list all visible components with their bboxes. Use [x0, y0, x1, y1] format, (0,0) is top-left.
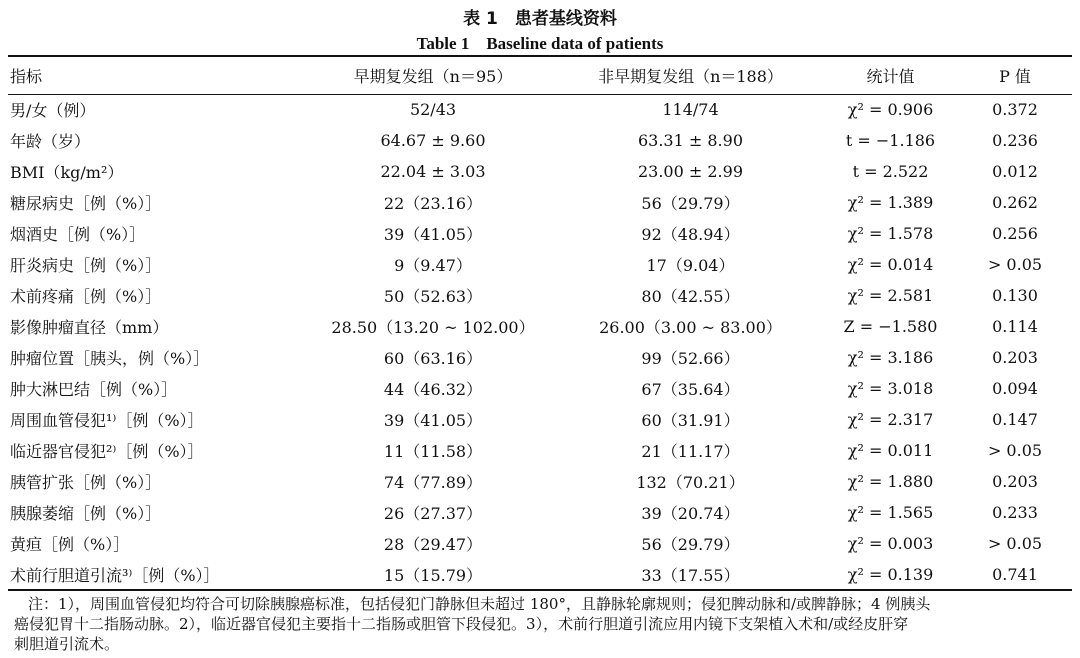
statistic-value: t = 2.522	[852, 162, 929, 181]
footnote-line: 癌侵犯胃十二指肠动脉。2），临近器官侵犯主要指十二指肠或胆管下段侵犯。3），术前行胆道引流应用内镜下支架植入术和/或经皮肝穿	[14, 615, 909, 633]
early-recurrence-value: 74（77.89）	[383, 473, 483, 492]
early-recurrence-value: 22（23.16）	[383, 194, 483, 213]
table-row	[8, 249, 1072, 280]
early-recurrence-value: 39（41.05）	[383, 411, 483, 430]
table-row	[8, 466, 1072, 497]
p-value: 0.203	[992, 472, 1038, 491]
header-non-early-recurrence: 非早期复发组（n＝188）	[598, 67, 783, 86]
statistic-value: χ² = 0.003	[847, 534, 934, 553]
early-recurrence-value: 9（9.47）	[394, 256, 472, 275]
table-row	[8, 187, 1072, 218]
p-value: 0.094	[992, 379, 1038, 398]
table-row	[8, 94, 1072, 125]
row-indicator: 术前疼痛［例（%）］	[10, 287, 162, 306]
early-recurrence-value: 28.50（13.20 ~ 102.00）	[331, 318, 535, 337]
table-row	[8, 497, 1072, 528]
row-indicator: 年龄（岁）	[10, 132, 91, 151]
table-row	[8, 435, 1072, 466]
non-early-recurrence-value: 17（9.04）	[646, 256, 735, 275]
row-indicator: 术前行胆道引流³⁾［例（%）］	[10, 566, 220, 585]
p-value: > 0.05	[987, 441, 1043, 460]
header-statistic: 统计值	[866, 67, 915, 86]
non-early-recurrence-value: 80（42.55）	[641, 287, 740, 306]
table-row	[8, 373, 1072, 404]
footnote-line: 刺胆道引流术。	[14, 635, 120, 653]
row-indicator: BMI（kg/m²）	[10, 163, 124, 182]
statistic-value: χ² = 2.317	[847, 410, 934, 429]
statistic-value: χ² = 3.186	[847, 348, 934, 367]
header-indicator: 指标	[10, 67, 43, 86]
table-title-english: Table 1 Baseline data of patients	[416, 34, 664, 53]
table-row	[8, 342, 1072, 373]
row-indicator: 烟酒史［例（%）］	[10, 225, 146, 244]
p-value: 0.147	[992, 410, 1038, 429]
header-p-value: P 值	[999, 67, 1031, 86]
early-recurrence-value: 26（27.37）	[383, 504, 483, 523]
table-row	[8, 404, 1072, 435]
non-early-recurrence-value: 63.31 ± 8.90	[637, 131, 743, 150]
table-row	[8, 156, 1072, 187]
early-recurrence-value: 60（63.16）	[383, 349, 483, 368]
row-indicator: 胰腺萎缩［例（%）］	[10, 504, 162, 523]
non-early-recurrence-value: 56（29.79）	[641, 194, 740, 213]
table-row	[8, 280, 1072, 311]
table-row	[8, 218, 1072, 249]
row-indicator: 黄疸［例（%）］	[10, 535, 130, 554]
statistic-value: χ² = 1.389	[847, 193, 934, 212]
table-row	[8, 528, 1072, 559]
table-title-chinese: 表 1 患者基线资料	[463, 9, 617, 29]
non-early-recurrence-value: 33（17.55）	[641, 566, 740, 585]
p-value: 0.203	[992, 348, 1038, 367]
header-early-recurrence: 早期复发组（n＝95）	[353, 67, 513, 86]
statistic-value: χ² = 0.906	[847, 100, 934, 119]
non-early-recurrence-value: 114/74	[662, 100, 719, 119]
early-recurrence-value: 64.67 ± 9.60	[380, 131, 486, 150]
footnote-line: 注：1），周围血管侵犯均符合可切除胰腺癌标准，包括侵犯门静脉但未超过 180°，且静脉轮廓规则；侵犯脾动脉和/或脾静脉；4 例胰头	[28, 595, 931, 613]
statistic-value: χ² = 0.014	[847, 255, 934, 274]
early-recurrence-value: 39（41.05）	[383, 225, 483, 244]
statistic-value: χ² = 0.011	[847, 441, 934, 460]
statistic-value: χ² = 0.139	[847, 565, 934, 584]
p-value: > 0.05	[987, 255, 1043, 274]
p-value: 0.233	[992, 503, 1038, 522]
p-value: 0.236	[992, 131, 1038, 150]
row-indicator: 糖尿病史［例（%）］	[10, 194, 162, 213]
statistic-value: t = −1.186	[845, 131, 936, 150]
table-row	[8, 125, 1072, 156]
p-value: 0.741	[992, 565, 1038, 584]
non-early-recurrence-value: 23.00 ± 2.99	[637, 162, 743, 181]
statistic-value: χ² = 1.578	[847, 224, 934, 243]
table-row	[8, 311, 1072, 342]
p-value: 0.012	[992, 162, 1038, 181]
statistic-value: χ² = 2.581	[847, 286, 934, 305]
non-early-recurrence-value: 92（48.94）	[641, 225, 740, 244]
statistic-value: Z = −1.580	[843, 317, 938, 336]
table-row	[8, 559, 1072, 590]
row-indicator: 肝炎病史［例（%）］	[10, 256, 162, 275]
early-recurrence-value: 22.04 ± 3.03	[380, 162, 486, 181]
non-early-recurrence-value: 21（11.17）	[641, 442, 740, 461]
p-value: 0.372	[992, 100, 1038, 119]
early-recurrence-value: 15（15.79）	[383, 566, 483, 585]
statistic-value: χ² = 1.880	[847, 472, 934, 491]
early-recurrence-value: 28（29.47）	[383, 535, 483, 554]
baseline-data-table	[8, 57, 1072, 590]
non-early-recurrence-value: 132（70.21）	[636, 473, 745, 492]
early-recurrence-value: 11（11.58）	[383, 442, 483, 461]
p-value: 0.130	[992, 286, 1038, 305]
non-early-recurrence-value: 26.00（3.00 ~ 83.00）	[599, 318, 782, 337]
row-indicator: 临近器官侵犯²⁾［例（%）］	[10, 442, 204, 461]
row-indicator: 胰管扩张［例（%）］	[10, 473, 162, 492]
row-indicator: 男/女（例）	[10, 101, 96, 120]
table-body	[8, 94, 1072, 590]
row-indicator: 影像肿瘤直径（mm）	[10, 318, 169, 337]
p-value: 0.114	[992, 317, 1038, 336]
statistic-value: χ² = 1.565	[847, 503, 934, 522]
statistic-value: χ² = 3.018	[847, 379, 934, 398]
table-footnote	[14, 594, 1074, 654]
row-indicator: 周围血管侵犯¹⁾［例（%）］	[10, 411, 204, 430]
row-indicator: 肿瘤位置［胰头，例（%）］	[10, 349, 210, 368]
p-value: > 0.05	[987, 534, 1043, 553]
non-early-recurrence-value: 60（31.91）	[641, 411, 740, 430]
table-header-row	[8, 57, 1072, 94]
p-value: 0.262	[992, 193, 1038, 212]
early-recurrence-value: 44（46.32）	[383, 380, 483, 399]
non-early-recurrence-value: 99（52.66）	[641, 349, 740, 368]
non-early-recurrence-value: 56（29.79）	[641, 535, 740, 554]
non-early-recurrence-value: 39（20.74）	[641, 504, 740, 523]
early-recurrence-value: 52/43	[409, 100, 457, 119]
non-early-recurrence-value: 67（35.64）	[641, 380, 740, 399]
p-value: 0.256	[992, 224, 1038, 243]
row-indicator: 肿大淋巴结［例（%）］	[10, 380, 178, 399]
early-recurrence-value: 50（52.63）	[383, 287, 483, 306]
